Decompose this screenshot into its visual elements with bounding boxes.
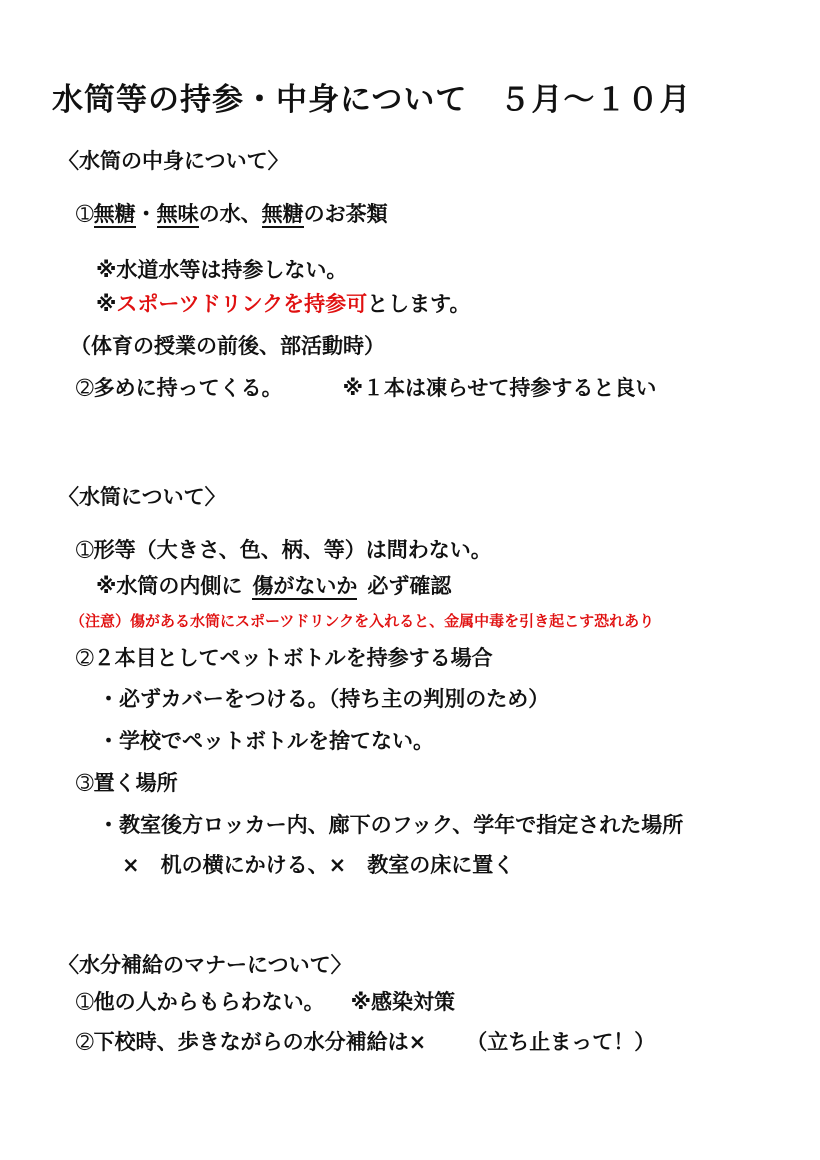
bottle-item-1: ➀形等（大きさ、色、柄、等）は問わない。 [76, 538, 492, 562]
item-tip: （立ち止まって！） [466, 1030, 656, 1054]
underlined-sugar-free: 無糖 [93, 202, 136, 226]
contents-item-1 [76, 200, 388, 228]
check-prefix: ※水筒の内側に [96, 574, 243, 598]
note-sports-drink [96, 290, 471, 318]
note-pe-club: （体育の授業の前後、部活動時） [70, 334, 385, 358]
bottle-check [96, 572, 451, 600]
bottle-item-3-bullet-2: × 机の横にかける、× 教室の床に置く [122, 853, 515, 877]
underlined-no-scratches: 傷がないか [252, 574, 358, 598]
underlined-flavorless: 無味 [156, 202, 199, 226]
separator: ・ [135, 202, 157, 226]
sports-drink-allowed: スポーツドリンクを持参可 [116, 292, 368, 316]
item-tip: ※感染対策 [350, 990, 456, 1014]
item-tip: ※１本は凍らせて持参すると良い [342, 376, 657, 400]
note-suffix: とします。 [367, 292, 471, 316]
item-number: ➀ [76, 202, 94, 226]
manners-item-2 [76, 1028, 655, 1056]
warning-note: （注意）傷がある水筒にスポーツドリンクを入れると、金属中毒を引き起こす恐れあり [70, 612, 655, 630]
bottle-item-3: ➂置く場所 [76, 771, 178, 795]
text: のお茶類 [303, 202, 388, 226]
check-suffix: 必ず確認 [367, 574, 452, 598]
contents-item-2 [76, 374, 656, 402]
section-heading-contents: 〈水筒の中身について〉 [58, 149, 289, 173]
item-text: ➀他の人からもらわない。 [76, 990, 325, 1014]
item-text: ➁下校時、歩きながらの水分補給は× [76, 1030, 427, 1054]
manners-item-1 [76, 988, 455, 1016]
item-text: ➁多めに持ってくる。 [76, 376, 283, 400]
text: の水、 [198, 202, 262, 226]
section-heading-bottle: 〈水筒について〉 [58, 485, 226, 509]
section-heading-manners: 〈水分補給のマナーについて〉 [58, 953, 352, 977]
note-prefix: ※ [96, 292, 117, 316]
bottle-item-2-bullet-2: ・学校でペットボトルを捨てない。 [98, 729, 434, 753]
bottle-item-3-bullet-1: ・教室後方ロッカー内、廊下のフック、学年で指定された場所 [98, 813, 684, 837]
bottle-item-2: ➁２本目としてペットボトルを持参する場合 [76, 646, 493, 670]
underlined-sugar-free-2: 無糖 [261, 202, 304, 226]
bottle-item-2-bullet-1: ・必ずカバーをつける。（持ち主の判別のため） [98, 687, 550, 711]
note-tap-water: ※水道水等は持参しない。 [96, 258, 348, 282]
page-title: 水筒等の持参・中身について ５月～１０月 [52, 82, 692, 118]
